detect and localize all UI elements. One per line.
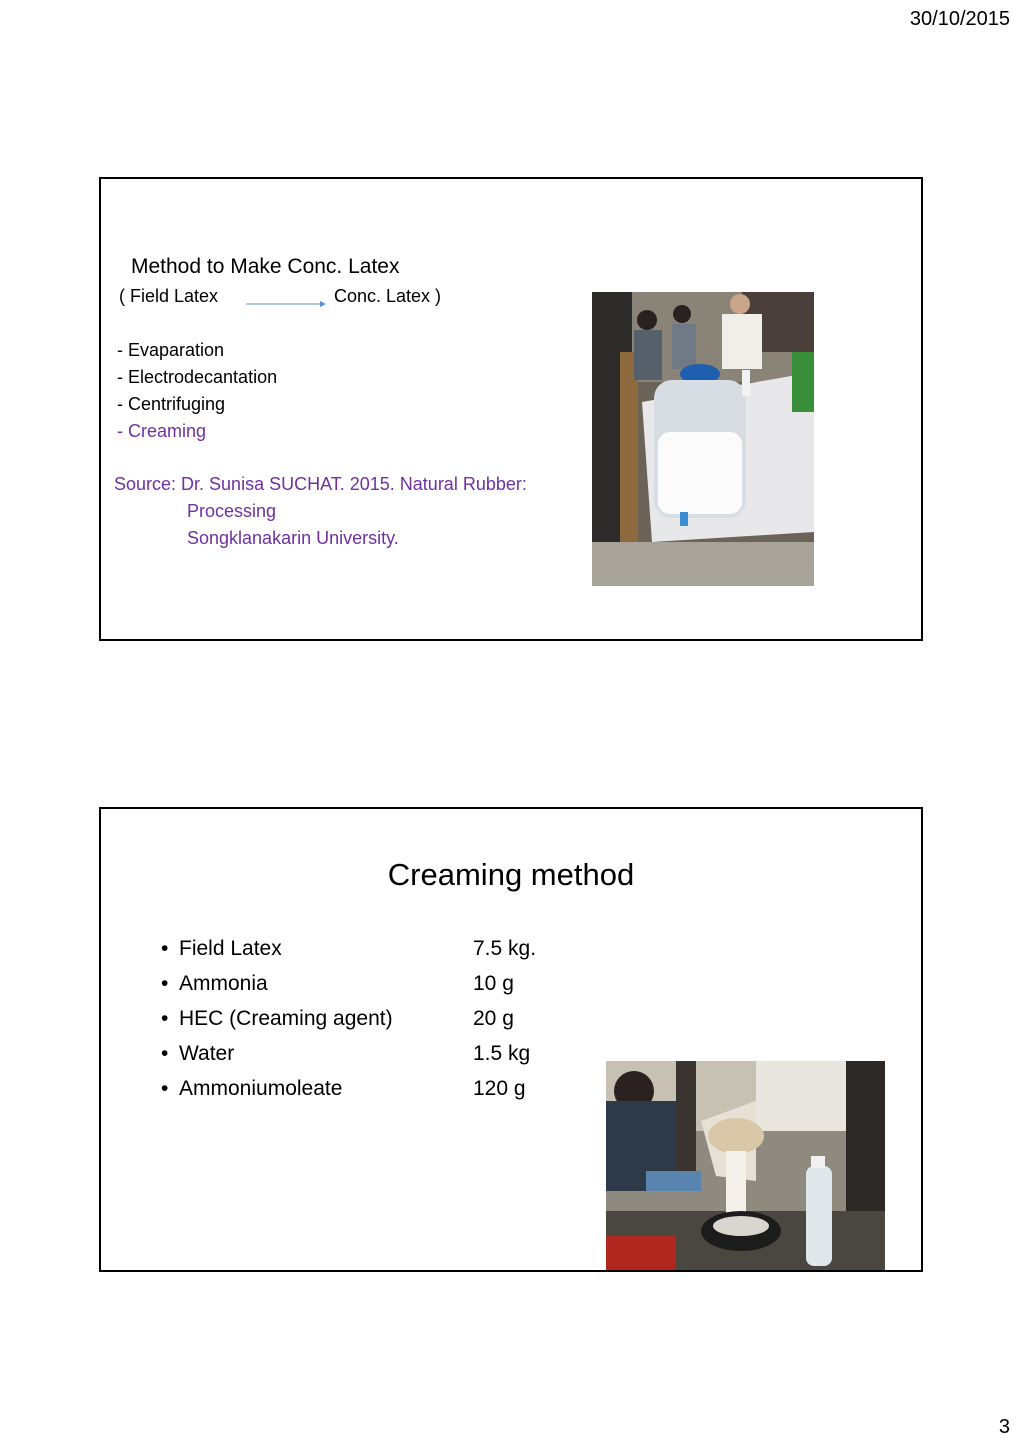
list-item: - Electrodecantation: [117, 367, 278, 387]
list-item: [161, 966, 536, 1001]
ingredient-name: Ammoniumoleate: [179, 1076, 343, 1100]
list-item: - Centrifuging: [117, 394, 226, 414]
list-item: [161, 1036, 536, 1071]
ingredient-amount: 1.5 kg: [473, 1041, 531, 1065]
ingredient-name: Water: [179, 1041, 235, 1065]
list-item: [161, 1071, 536, 1106]
bullet-icon: •: [161, 1041, 169, 1065]
subtitle-source: ( Field Latex: [119, 286, 219, 306]
creaming-process-photo: [606, 1061, 885, 1270]
page-date: 30/10/2015: [909, 8, 1010, 30]
slide-title: Creaming method: [387, 857, 635, 892]
bullet-icon: •: [161, 1006, 169, 1030]
ingredient-name: Field Latex: [179, 936, 282, 960]
ingredient-name: HEC (Creaming agent): [179, 1006, 393, 1030]
list-item: - Evaparation: [117, 340, 225, 360]
right-arrow-icon: [246, 300, 326, 308]
bullet-icon: •: [161, 1076, 169, 1100]
slide-creaming-method: [99, 807, 923, 1272]
list-item: [161, 931, 536, 966]
ingredient-amount: 7.5 kg.: [473, 936, 537, 960]
ingredient-amount: 10 g: [473, 971, 514, 995]
source-line: Processing: [187, 501, 277, 521]
source-line: Source: Dr. Sunisa SUCHAT. 2015. Natural Rubber:: [114, 474, 527, 494]
slide-methods: [99, 177, 923, 641]
ingredient-name: Ammonia: [179, 971, 268, 995]
source-citation: [114, 471, 527, 552]
latex-container-photo: [592, 292, 814, 586]
list-item: [161, 1001, 536, 1036]
process-subtitle: [119, 286, 442, 307]
source-line: Songklanakarin University.: [187, 528, 399, 548]
bullet-icon: •: [161, 936, 169, 960]
list-item-highlighted: - Creaming: [117, 421, 207, 441]
bullet-icon: •: [161, 971, 169, 995]
methods-list: [117, 337, 277, 445]
page-number: 3: [998, 1416, 1010, 1438]
ingredient-amount: 120 g: [473, 1076, 526, 1100]
subtitle-target: Conc. Latex ): [334, 286, 442, 306]
slide-title: Method to Make Conc. Latex: [131, 255, 400, 278]
ingredient-amount: 20 g: [473, 1006, 514, 1030]
ingredients-list: [161, 931, 536, 1106]
